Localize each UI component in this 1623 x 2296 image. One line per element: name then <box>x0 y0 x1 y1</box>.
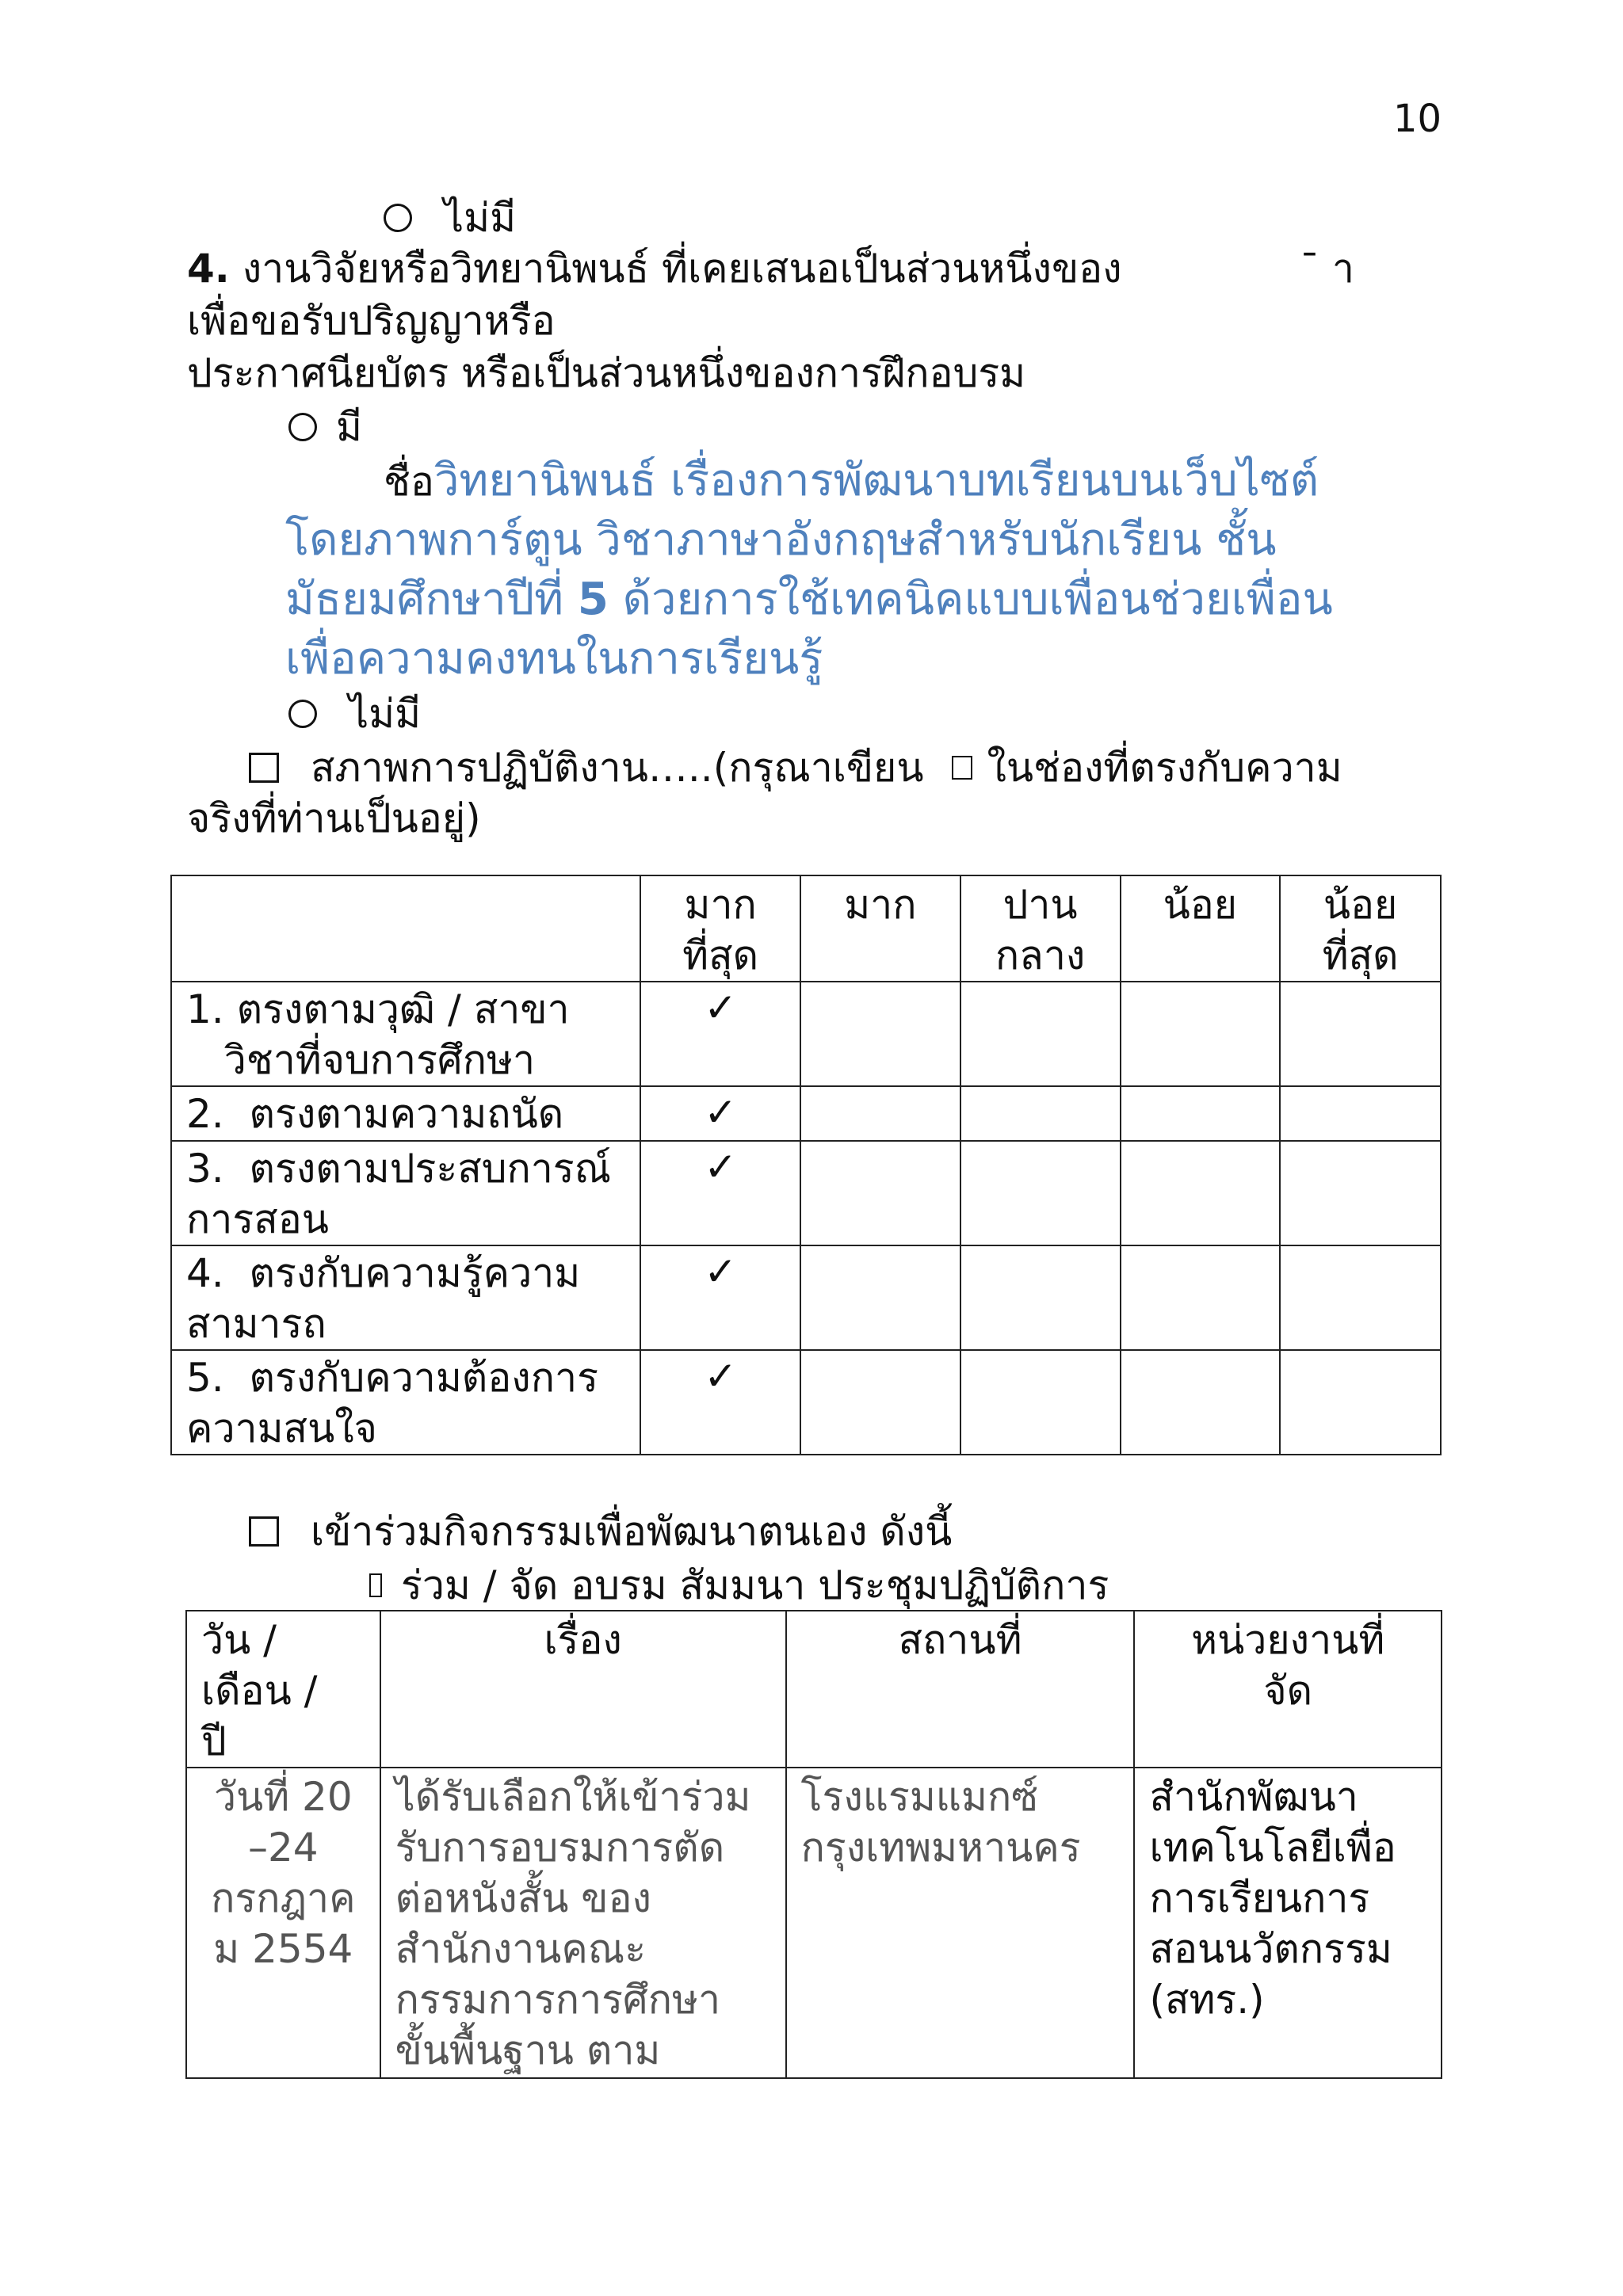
thesis-title-line2: โดยภาพการ์ตูน วิชาภาษาอังกฤษสำหรับนักเรียน ชั้น <box>285 514 1277 566</box>
option-none-label: ไม่มี <box>444 195 517 241</box>
rating-cell <box>960 982 1121 1086</box>
option-yes <box>288 401 362 453</box>
rating-header-criterion <box>171 875 640 982</box>
option-none-label: ไม่มี <box>349 691 422 737</box>
rating-header-moderate: ปาน กลาง <box>960 875 1121 982</box>
activities-header-date: วัน / เดือน / ปี <box>186 1611 380 1768</box>
activities-header-place: สถานที่ <box>786 1611 1135 1768</box>
thesis-title-line1 <box>384 452 1319 510</box>
activities-header-topic: เรื่อง <box>380 1611 786 1768</box>
rating-cell <box>1121 1141 1281 1245</box>
thesis-name-label: ชื่อ <box>384 459 434 505</box>
thesis-title-text-1: วิทยานิพนธ์ เรื่องการพัฒนาบทเรียนบนเว็บไซต์ <box>433 455 1319 506</box>
rating-cell <box>1121 1350 1281 1455</box>
table-row <box>171 1086 1441 1141</box>
section-4-heading-tail: ˉ า <box>1300 246 1354 292</box>
section-4-number: 4. <box>187 246 230 292</box>
activities-header-organizer: หน่วยงานที่ จัด <box>1134 1611 1442 1768</box>
rating-cell <box>1121 982 1281 1086</box>
checkmark-icon: ✓ <box>640 1086 800 1141</box>
rating-cell <box>800 982 960 1086</box>
activities-table <box>185 1610 1442 2079</box>
checkbox-icon <box>249 1516 279 1547</box>
activities-heading-text: เข้าร่วมกิจกรรมเพื่อพัฒนาตนเอง ดังนี้ <box>311 1508 953 1554</box>
radio-circle-icon <box>384 204 412 232</box>
checkbox-small-icon <box>369 1573 382 1597</box>
section-4-heading-text: งานวิจัยหรือวิทยานิพนธ์ ที่เคยเสนอเป็นส่วนหนึ่งของ <box>242 246 1122 292</box>
rating-criterion: 4. ตรงกับความรู้ความ สามารถ <box>171 1245 640 1350</box>
table-row <box>171 1350 1441 1455</box>
thesis-title-line3 <box>285 570 1333 629</box>
checkmark-icon: ✓ <box>640 1245 800 1350</box>
radio-circle-icon <box>288 413 317 441</box>
rating-cell <box>1121 1086 1281 1141</box>
rating-cell <box>960 1141 1121 1245</box>
table-row <box>171 982 1441 1086</box>
rating-cell <box>1280 1086 1441 1141</box>
rating-table <box>170 875 1442 1455</box>
rating-cell <box>960 1086 1121 1141</box>
work-status-text-tail: ในช่องที่ตรงกับความ <box>987 745 1342 791</box>
work-status-line2: จริงที่ท่านเป็นอยู่) <box>187 795 481 841</box>
table-row <box>171 1141 1441 1245</box>
section-4-heading-line3: ประกาศนียบัตร หรือเป็นส่วนหนึ่งของการฝึกอบรม <box>187 350 1026 396</box>
rating-cell <box>800 1141 960 1245</box>
activities-subheading <box>369 1559 1109 1611</box>
activity-place: โรงแรมแมกซ์ กรุงเทพมหานคร <box>786 1768 1135 2078</box>
rating-cell <box>960 1245 1121 1350</box>
rating-cell <box>960 1350 1121 1455</box>
table-row <box>186 1768 1442 2078</box>
activity-organizer: สำนักพัฒนา เทคโนโลยีเพื่อ การเรียนการ สอนนวัตกรรม (สทร.) <box>1134 1768 1442 2078</box>
rating-cell <box>800 1350 960 1455</box>
rating-criterion: 1. ตรงตามวุฒิ / สาขา วิชาที่จบการศึกษา <box>171 982 640 1086</box>
rating-table-header-row <box>171 875 1441 982</box>
rating-cell <box>1280 1350 1441 1455</box>
option-none <box>288 688 421 740</box>
rating-criterion: 3. ตรงตามประสบการณ์ การสอน <box>171 1141 640 1245</box>
section-4-heading-line2: เพื่อขอรับปริญญาหรือ <box>187 298 556 344</box>
checkmark-icon: ✓ <box>640 982 800 1086</box>
thesis-title-line3-pre: มัธยมศึกษาปีที่ <box>285 574 578 625</box>
thesis-title-line4: เพื่อความคงทนในการเรียนรู้ <box>285 633 823 685</box>
activities-subheading-text: ร่วม / จัด อบรม สัมมนา ประชุมปฏิบัติการ <box>401 1562 1109 1608</box>
rating-header-much: มาก <box>800 875 960 982</box>
rating-cell <box>1280 1141 1441 1245</box>
rating-criterion: 2. ตรงตามความถนัด <box>171 1086 640 1141</box>
work-status-line1 <box>249 742 1342 794</box>
activities-heading <box>249 1505 952 1558</box>
activity-date: วันที่ 20 –24 กรกฎาค ม 2554 <box>186 1768 380 2078</box>
rating-cell <box>800 1245 960 1350</box>
rating-header-little: น้อย <box>1121 875 1281 982</box>
radio-circle-icon <box>288 700 317 728</box>
rating-cell <box>800 1086 960 1141</box>
checkbox-icon <box>249 753 279 783</box>
option-none-previous <box>384 192 516 244</box>
rating-header-most: มาก ที่สุด <box>640 875 800 982</box>
activity-topic: ได้รับเลือกให้เข้าร่วม รับการอบรมการตัด ต่อหนังสั้น ของ สำนักงานคณะ กรรมการการศึกษา ขั้นพื้นฐาน ตาม <box>380 1768 786 2078</box>
checkbox-small-icon <box>952 756 972 780</box>
thesis-title-line3-post: ด้วยการใช้เทคนิคแบบเพื่อนช่วยเพื่อน <box>608 574 1333 625</box>
thesis-title-grade-number: 5 <box>577 574 609 625</box>
rating-cell <box>1121 1245 1281 1350</box>
checkmark-icon: ✓ <box>640 1350 800 1455</box>
checkmark-icon: ✓ <box>640 1141 800 1245</box>
table-row <box>171 1245 1441 1350</box>
option-yes-label: มี <box>336 404 362 450</box>
rating-cell <box>1280 1245 1441 1350</box>
page-number: 10 <box>1393 97 1442 141</box>
section-4-heading-line1 <box>187 242 1122 295</box>
rating-cell <box>1280 982 1441 1086</box>
activities-header-row <box>186 1611 1442 1768</box>
rating-criterion: 5. ตรงกับความต้องการ ความสนใจ <box>171 1350 640 1455</box>
work-status-text: สภาพการปฏิบัติงาน…..(กรุณาเขียน <box>311 745 924 791</box>
rating-header-least: น้อย ที่สุด <box>1280 875 1441 982</box>
